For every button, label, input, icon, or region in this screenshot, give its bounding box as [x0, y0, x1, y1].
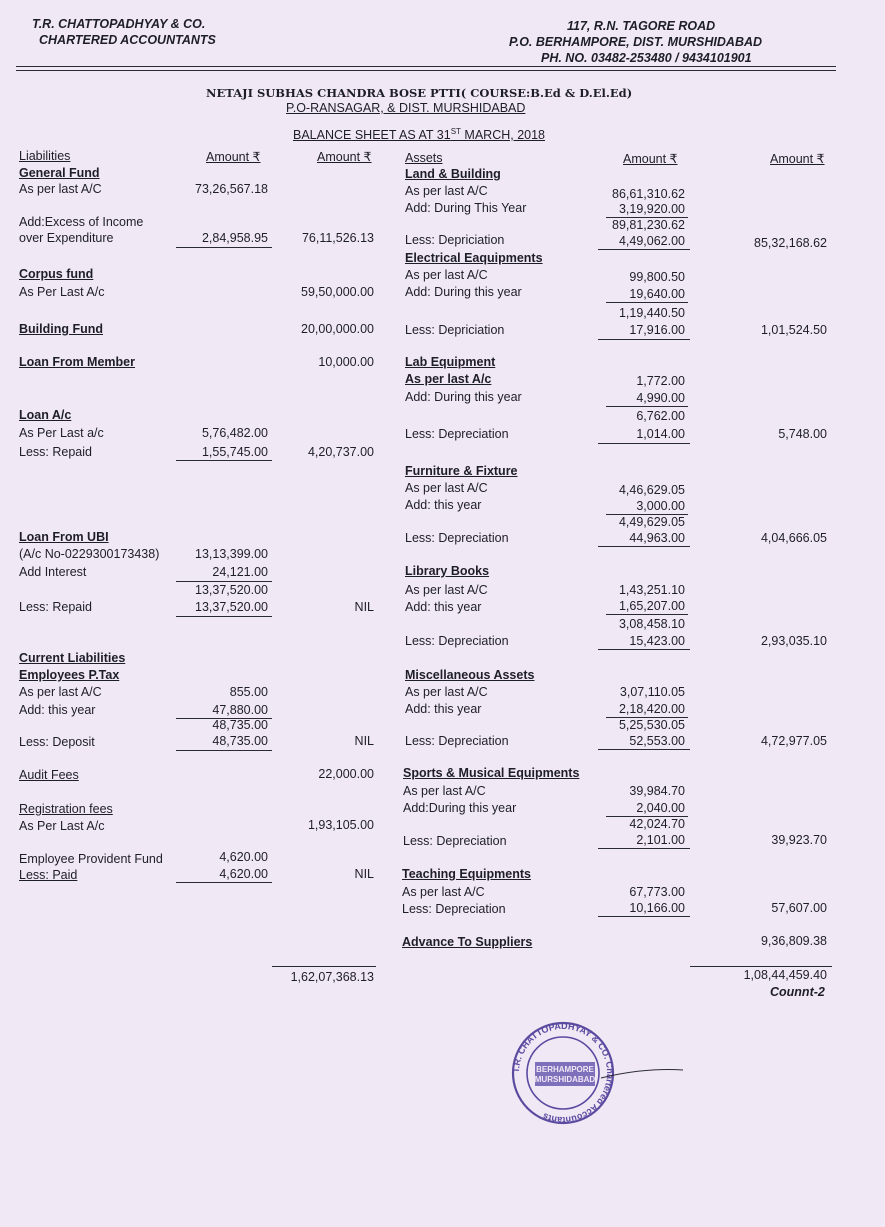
- misc-add-label: Add: this year: [405, 702, 482, 716]
- ubi-repaid-value: 13,37,520.00: [195, 600, 268, 614]
- teach-prev-label: As per last A/C: [402, 885, 485, 899]
- teach-total: 57,607.00: [771, 901, 827, 915]
- misc-heading: Miscellaneous Assets: [405, 668, 535, 682]
- gf-prev-value: 73,26,567.18: [195, 182, 268, 196]
- furn-total: 4,04,666.05: [760, 531, 827, 545]
- sports-prev-label: As per last A/C: [403, 784, 486, 798]
- land-add-value: 3,19,920.00: [618, 202, 685, 216]
- sports-heading: Sports & Musical Equipments: [403, 766, 580, 780]
- ptax-underline-2: [176, 750, 272, 751]
- elec-underline-2: [598, 339, 690, 340]
- misc-subtotal: 5,25,530.05: [618, 718, 685, 732]
- sports-total: 39,923.70: [771, 833, 827, 847]
- ptax-add-label: Add: this year: [19, 703, 96, 717]
- land-underline-2: [598, 249, 690, 250]
- land-heading: Land & Building: [405, 167, 501, 181]
- amount-header-2: Amount ₹: [317, 150, 372, 164]
- amount-header-1: Amount ₹: [206, 150, 261, 164]
- elec-subtotal: 1,19,440.50: [618, 306, 685, 320]
- elec-dep-label: Less: Depriciation: [405, 323, 505, 337]
- firm-seal-stamp: [505, 1018, 705, 1128]
- corpus-fund-heading: Corpus fund: [19, 267, 94, 281]
- furn-underline-2: [598, 546, 690, 547]
- audit-fees-heading: Audit Fees: [19, 768, 79, 782]
- institution-name: NETAJI SUBHAS CHANDRA BOSE PTTI( COURSE:B.Ed & D.El.Ed): [206, 86, 633, 100]
- building-fund-heading: Building Fund: [19, 322, 104, 336]
- sports-add-label: Add:During this year: [403, 801, 517, 815]
- teach-underline: [598, 916, 690, 917]
- lib-dep-label: Less: Depreciation: [405, 634, 509, 648]
- lab-dep-value: 1,014.00: [636, 427, 685, 441]
- lab-add-label: Add: During this year: [405, 390, 522, 404]
- elec-heading: Electrical Eaquipments: [405, 251, 543, 265]
- elec-underline-1: [606, 302, 688, 303]
- ptax-subtotal: 48,735.00: [212, 718, 268, 732]
- furn-dep-label: Less: Depreciation: [405, 531, 509, 545]
- gf-add-label-2: over Expenditure: [19, 231, 114, 245]
- ubi-underline-1: [176, 581, 272, 582]
- lib-underline-2: [598, 649, 690, 650]
- epf-value: 4,620.00: [219, 850, 268, 864]
- land-dep-value: 4,49,062.00: [618, 234, 685, 248]
- amount-header-3: Amount ₹: [623, 152, 678, 166]
- ptax-deposit-label: Less: Deposit: [19, 735, 95, 749]
- institution-address: P.O-RANSAGAR, & DIST. MURSHIDABAD: [286, 101, 526, 115]
- advance-total: 9,36,809.38: [760, 934, 827, 948]
- sports-dep-label: Less: Depreciation: [403, 834, 507, 848]
- assets-grand-total: 1,08,44,459.40: [743, 968, 827, 982]
- lab-heading: Lab Equipment: [405, 355, 496, 369]
- loan-underline: [176, 460, 272, 461]
- furn-add-value: 3,000.00: [636, 499, 685, 513]
- land-add-label: Add: During This Year: [405, 201, 527, 215]
- gf-add-value: 2,84,958.95: [201, 231, 268, 245]
- furn-prev-label: As per last A/C: [405, 481, 488, 495]
- misc-add-value: 2,18,420.00: [618, 702, 685, 716]
- epf-underline: [176, 882, 272, 883]
- reg-label: As Per Last A/c: [19, 819, 105, 833]
- loan-member-heading: Loan From Member: [19, 355, 135, 369]
- teach-heading: Teaching Equipments: [402, 867, 531, 881]
- epf-paid-value: 4,620.00: [219, 867, 268, 881]
- furn-dep-value: 44,963.00: [629, 531, 685, 545]
- land-total: 85,32,168.62: [754, 236, 827, 250]
- elec-dep-value: 17,916.00: [629, 323, 685, 337]
- gf-total: 76,11,526.13: [301, 231, 374, 245]
- corpus-label: As Per Last A/c: [19, 285, 105, 299]
- advance-heading: Advance To Suppliers: [402, 935, 533, 949]
- firm-address-1: 117, R.N. TAGORE ROAD: [567, 19, 716, 33]
- lib-dep-value: 15,423.00: [629, 634, 685, 648]
- ptax-prev-label: As per last A/C: [19, 685, 102, 699]
- teach-dep-value: 10,166.00: [629, 901, 685, 915]
- misc-total: 4,72,977.05: [760, 734, 827, 748]
- loan-ac-heading: Loan A/c: [19, 408, 72, 422]
- lab-prev-label: As per last A/c: [405, 372, 492, 386]
- gf-prev-label: As per last A/C: [19, 182, 102, 196]
- sports-add-value: 2,040.00: [636, 801, 685, 815]
- svg-text:BERHAMPORE: BERHAMPORE: [536, 1065, 594, 1074]
- liabilities-total-rule: [272, 966, 376, 967]
- lib-subtotal: 3,08,458.10: [618, 617, 685, 631]
- lab-add-value: 4,990.00: [636, 391, 685, 405]
- furn-prev-value: 4,46,629.05: [618, 483, 685, 497]
- lab-prev-value: 1,772.00: [636, 374, 685, 388]
- misc-underline-2: [598, 749, 690, 750]
- firm-name: T.R. CHATTOPADHYAY & CO.: [32, 17, 206, 31]
- misc-prev-value: 3,07,110.05: [619, 685, 685, 699]
- elec-prev-label: As per last A/C: [405, 268, 488, 282]
- reg-total: 1,93,105.00: [307, 818, 374, 832]
- misc-dep-label: Less: Depreciation: [405, 734, 509, 748]
- ubi-acno: (A/c No-0229300173438): [19, 547, 160, 561]
- elec-total: 1,01,524.50: [760, 323, 827, 337]
- misc-prev-label: As per last A/C: [405, 685, 488, 699]
- firm-phone: PH. NO. 03482-253480 / 9434101901: [541, 51, 752, 65]
- assets-header: Assets: [405, 151, 443, 165]
- ubi-heading: Loan From UBI: [19, 530, 109, 544]
- ubi-interest-value: 24,121.00: [212, 565, 268, 579]
- firm-address-2: P.O. BERHAMPORE, DIST. MURSHIDABAD: [509, 35, 763, 49]
- furn-subtotal: 4,49,629.05: [618, 515, 685, 529]
- sports-prev-value: 39,984.70: [629, 784, 685, 798]
- lib-prev-value: 1,43,251.10: [618, 583, 685, 597]
- ptax-prev-value: 855.00: [229, 685, 268, 699]
- liabilities-grand-total: 1,62,07,368.13: [290, 970, 374, 984]
- loan-prev-label: As Per Last a/c: [19, 426, 104, 440]
- sports-underline-2: [598, 848, 690, 849]
- sheet-title: BALANCE SHEET AS AT 31ST MARCH, 2018: [293, 127, 546, 143]
- epf-paid-label: Less: Paid: [19, 868, 78, 882]
- lib-underline-1: [606, 614, 688, 615]
- furn-heading: Furniture & Fixture: [405, 464, 518, 478]
- svg-text:MURSHIDABAD: MURSHIDABAD: [534, 1075, 596, 1084]
- amount-header-4: Amount ₹: [770, 152, 825, 166]
- continued-note: Counnt-2: [770, 985, 825, 999]
- gf-underline: [176, 247, 272, 248]
- lab-total: 5,748.00: [778, 427, 827, 441]
- loan-repaid-label: Less: Repaid: [19, 445, 92, 459]
- ubi-prev-value: 13,13,399.00: [195, 547, 268, 561]
- gf-add-label-1: Add:Excess of Income: [19, 215, 144, 229]
- loan-repaid-value: 1,55,745.00: [201, 445, 268, 459]
- furn-add-label: Add: this year: [405, 498, 482, 512]
- firm-subtitle: CHARTERED ACCOUNTANTS: [39, 33, 216, 47]
- lib-total: 2,93,035.10: [760, 634, 827, 648]
- ubi-total: NIL: [354, 600, 374, 614]
- sports-subtotal: 42,024.70: [629, 817, 685, 831]
- lib-add-value: 1,65,207.00: [618, 599, 685, 613]
- loan-prev-value: 5,76,482.00: [201, 426, 268, 440]
- emp-ptax-heading: Employees P.Tax: [19, 668, 120, 682]
- misc-dep-value: 52,553.00: [629, 734, 685, 748]
- teach-prev-value: 67,773.00: [629, 885, 685, 899]
- epf-label: Employee Provident Fund: [19, 852, 163, 866]
- current-liabilities-heading: Current Liabilities: [19, 651, 126, 665]
- land-prev-label: As per last A/C: [405, 184, 488, 198]
- header-rule-1: [16, 66, 836, 67]
- svg-text:T.R. CHATTOPADHYAY & CO. Chart: T.R. CHATTOPADHYAY & CO. Chartered Accountants: [510, 1020, 616, 1126]
- ptax-add-value: 47,880.00: [212, 703, 268, 717]
- building-total: 20,00,000.00: [301, 322, 374, 336]
- ubi-interest-label: Add Interest: [19, 565, 87, 579]
- reg-fees-heading: Registration fees: [19, 802, 113, 816]
- ubi-repaid-label: Less: Repaid: [19, 600, 92, 614]
- liabilities-header: Liabilities: [19, 149, 71, 163]
- ubi-subtotal: 13,37,520.00: [195, 583, 268, 597]
- elec-add-label: Add: During this year: [405, 285, 522, 299]
- ptax-total: NIL: [354, 734, 374, 748]
- corpus-total: 59,50,000.00: [301, 285, 374, 299]
- lab-underline-1: [606, 406, 688, 407]
- lib-prev-label: As per last A/C: [405, 583, 488, 597]
- sports-dep-value: 2,101.00: [636, 833, 685, 847]
- epf-total: NIL: [354, 867, 374, 881]
- general-fund-heading: General Fund: [19, 166, 100, 180]
- ubi-underline-2: [176, 616, 272, 617]
- header-rule-2: [16, 70, 836, 71]
- land-prev-value: 86,61,310.62: [612, 187, 685, 201]
- teach-dep-label: Less: Depreciation: [402, 902, 506, 916]
- lib-heading: Library Books: [405, 564, 490, 578]
- loan-member-total: 10,000.00: [318, 355, 374, 369]
- land-subtotal: 89,81,230.62: [612, 218, 685, 232]
- assets-total-rule: [690, 966, 832, 967]
- audit-total: 22,000.00: [318, 767, 374, 781]
- lab-underline-2: [598, 443, 690, 444]
- lab-dep-label: Less: Depreciation: [405, 427, 509, 441]
- lab-subtotal: 6,762.00: [636, 409, 685, 423]
- ptax-deposit-value: 48,735.00: [212, 734, 268, 748]
- elec-prev-value: 99,800.50: [629, 270, 685, 284]
- land-dep-label: Less: Depriciation: [405, 233, 505, 247]
- loan-total: 4,20,737.00: [307, 445, 374, 459]
- elec-add-value: 19,640.00: [629, 287, 685, 301]
- lib-add-label: Add: this year: [405, 600, 482, 614]
